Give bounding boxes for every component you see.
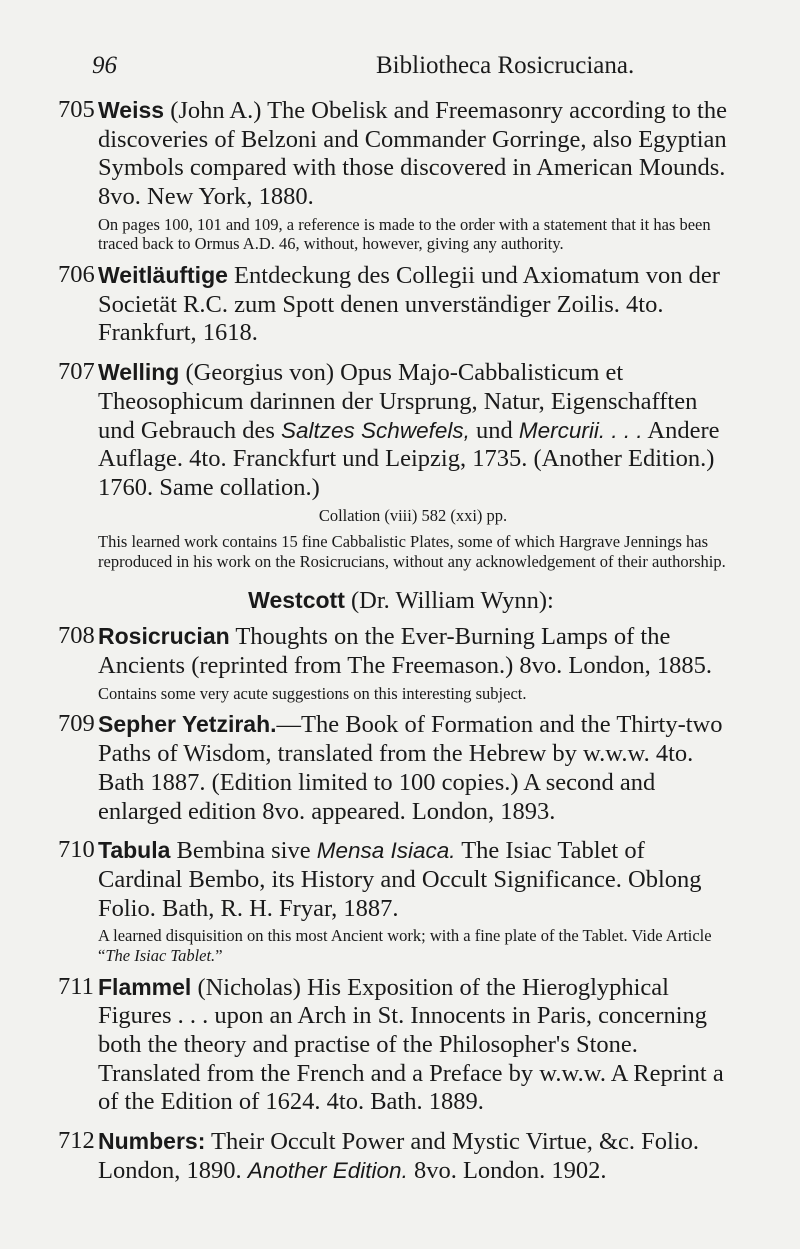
entry-heading: Weiss: [98, 97, 165, 123]
entry-heading: Welling: [98, 359, 180, 386]
entry-text: (Nicholas) His Exposition of the Hieroglyphical Figures . . . upon an Arch in St. Innocents in Paris, concerning both the theory and practise of the Philosopher's Stone. Translated from the French and a Preface by w.w.w. A Reprint a of the Edition of 1624. 4to. Bath. 1889.: [98, 973, 724, 1116]
entry-text: 8vo. London. 1902.: [407, 1156, 607, 1184]
entry-text: (Georgius von) Opus Majo-Cabbalisticum et Theosophicum darinnen der Ursprung, Natur, Eigenschafften und Gebrauch des: [98, 359, 698, 444]
entry-note: Contains some very acute suggestions on this interesting subject.: [98, 683, 527, 703]
author-name: Westcott: [248, 587, 345, 614]
entry-text: The Isiac Tablet of Cardinal Bembo, its History and Occult Significance. Oblong Folio. Bath, R. H. Fryar, 1887.: [98, 837, 702, 922]
entry-note: This learned work contains 15 fine Cabbalistic Plates, some of which Hargrave Jennings has reproduced in his work on the Rosicrucians, without any acknowledgement of their authorship.: [98, 532, 726, 571]
entry-heading: Flammel: [98, 973, 192, 1000]
entry-text: und: [469, 416, 519, 444]
entry-text: Bembina sive: [170, 837, 317, 865]
entry-708: [58, 622, 728, 703]
page-header: [0, 52, 800, 86]
entry-number: 709: [58, 710, 95, 738]
entry-number: 710: [58, 836, 95, 864]
entry-heading: Numbers:: [98, 1128, 206, 1155]
running-title: Bibliotheca Rosicruciana.: [376, 52, 635, 79]
entry-number: 706: [58, 261, 95, 288]
bibliography-list: [58, 96, 728, 1187]
entry-706: [58, 261, 728, 356]
entry-707: [58, 358, 728, 571]
author-details: (Dr. William Wynn):: [344, 587, 554, 615]
entry-collation: Collation (viii) 582 (xxi) pp.: [318, 505, 508, 525]
entry-heading: Rosicrucian: [98, 623, 230, 650]
entry-number: 707: [58, 358, 95, 386]
entry-711: [58, 973, 728, 1126]
entry-709: [58, 710, 728, 834]
entry-text: Their Occult Power and Mystic Virtue, &c. Folio. London, 1890.: [98, 1128, 700, 1184]
note-italic: The Isiac Tablet.: [105, 945, 216, 965]
entry-text: (John A.) The Obelisk and Freemasonry according to the discoveries of Belzoni and Commander Gorringe, also Egyptian Symbols compared with those discovered in American Mounds. 8vo. New York, 1880.: [98, 97, 727, 211]
entry-705: [58, 96, 728, 254]
entry-heading: Tabula: [98, 837, 171, 864]
entry-number: 705: [58, 96, 95, 123]
entry-heading: Sepher Yetzirah.: [98, 711, 277, 738]
entry-italic-title: Saltzes Schwefels,: [281, 417, 470, 443]
entry-number: 712: [58, 1127, 95, 1155]
entry-italic-title: Mercurii. . . .: [518, 417, 643, 443]
entry-text: Entdeckung des Collegii und Axiomatum von der Societät R.C. zum Spott denen unverständiger Zoilis. 4to. Frankfurt, 1618.: [98, 262, 720, 347]
entry-text: Andere Auflage. 4to. Franckfurt und Leipzig, 1735. (Another Edition.) 1760. Same collation.): [98, 416, 720, 501]
entry-number: 708: [58, 622, 95, 650]
entry-note: A learned disquisition on this most Ancient work; with a fine plate of the Tablet. Vide Article “The Isiac Tablet.”: [98, 926, 712, 965]
author-heading: [58, 585, 728, 616]
entry-italic-title: Another Edition.: [247, 1157, 408, 1183]
entry-text: —The Book of Formation and the Thirty-two Paths of Wisdom, translated from the Hebrew by w.w.w. 4to. Bath 1887. (Edition limited to 100 copies.) A second and enlarged edition 8vo. appeared. London, 1893.: [98, 711, 723, 825]
entry-712: [58, 1127, 728, 1185]
page-number: 96: [92, 52, 117, 79]
entry-note: On pages 100, 101 and 109, a reference is made to the order with a statement that it has been traced back to Ormus A.D. 46, without, however, giving any authority.: [98, 214, 711, 254]
entry-heading: Weitläuftige: [98, 262, 228, 288]
entry-italic-title: Mensa Isiaca.: [316, 838, 456, 864]
entry-number: 711: [58, 972, 94, 1000]
entry-text: Thoughts on the Ever-Burning Lamps of the Ancients (reprinted from The Freemason.) 8vo. London, 1885.: [98, 623, 712, 680]
entry-710: [58, 836, 728, 965]
